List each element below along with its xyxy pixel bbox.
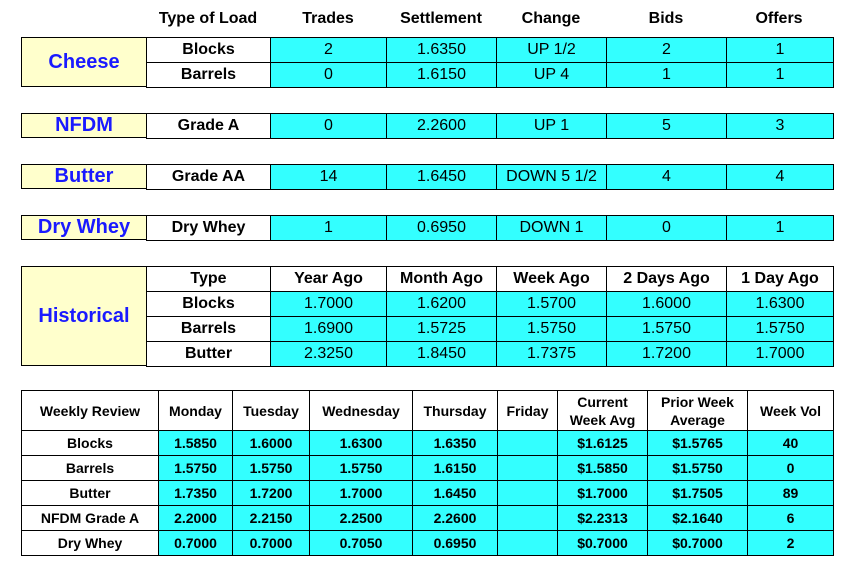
historical-cell-1-5: 1.5750 — [726, 316, 834, 342]
weekly-cell-1-4: 1.6150 — [412, 455, 498, 481]
cheese-barrels-trades-cell: 0 — [270, 62, 387, 88]
header-type-of-load: Type of Load — [158, 10, 258, 27]
historical-header-3: Week Ago — [496, 266, 607, 292]
weekly-header-4: Thursday — [412, 390, 498, 431]
dry-whey-change-cell: DOWN 1 — [496, 215, 607, 241]
weekly-cell-4-2: 0.7000 — [232, 530, 310, 556]
weekly-cell-2-3: 1.7000 — [309, 480, 413, 506]
weekly-cell-1-5 — [497, 455, 558, 481]
dry-whey-offers-cell: 1 — [726, 215, 834, 241]
butter-label: Butter — [21, 164, 147, 189]
dry-whey-type-cell: Dry Whey — [146, 215, 271, 241]
weekly-cell-0-2: 1.6000 — [232, 430, 310, 456]
dry-whey-bids-cell: 0 — [606, 215, 727, 241]
weekly-cell-0-6: $1.6125 — [557, 430, 648, 456]
weekly-cell-3-0: NFDM Grade A — [21, 505, 159, 531]
nfdm-bids-cell: 5 — [606, 113, 727, 139]
cheese-barrels-bids-cell: 1 — [606, 62, 727, 88]
historical-cell-0-1: 1.7000 — [270, 291, 387, 317]
historical-cell-0-0: Blocks — [146, 291, 271, 317]
historical-cell-2-2: 1.8450 — [386, 341, 497, 367]
nfdm-label: NFDM — [21, 113, 147, 138]
weekly-header-0: Weekly Review — [21, 390, 159, 431]
weekly-cell-3-5 — [497, 505, 558, 531]
weekly-cell-2-0: Butter — [21, 480, 159, 506]
weekly-header-7: Prior Week Average — [647, 390, 748, 431]
weekly-cell-2-5 — [497, 480, 558, 506]
weekly-header-3: Wednesday — [309, 390, 413, 431]
weekly-cell-0-3: 1.6300 — [309, 430, 413, 456]
weekly-cell-3-4: 2.2600 — [412, 505, 498, 531]
cheese-label: Cheese — [21, 37, 147, 87]
weekly-cell-2-8: 89 — [747, 480, 834, 506]
cheese-blocks-settlement-cell: 1.6350 — [386, 37, 497, 63]
dry-whey-settlement-cell: 0.6950 — [386, 215, 497, 241]
butter-bids-cell: 4 — [606, 164, 727, 190]
weekly-cell-2-1: 1.7350 — [158, 480, 233, 506]
historical-header-4: 2 Days Ago — [606, 266, 727, 292]
header-offers: Offers — [755, 10, 803, 27]
weekly-header-5: Friday — [497, 390, 558, 431]
weekly-cell-4-1: 0.7000 — [158, 530, 233, 556]
weekly-cell-4-7: $0.7000 — [647, 530, 748, 556]
cheese-barrels-change-cell: UP 4 — [496, 62, 607, 88]
weekly-header-8: Week Vol — [747, 390, 834, 431]
weekly-cell-0-1: 1.5850 — [158, 430, 233, 456]
weekly-cell-1-6: $1.5850 — [557, 455, 648, 481]
nfdm-type-cell: Grade A — [146, 113, 271, 139]
weekly-cell-2-4: 1.6450 — [412, 480, 498, 506]
weekly-cell-3-1: 2.2000 — [158, 505, 233, 531]
cheese-blocks-type-cell: Blocks — [146, 37, 271, 63]
weekly-cell-2-6: $1.7000 — [557, 480, 648, 506]
weekly-cell-3-2: 2.2150 — [232, 505, 310, 531]
weekly-cell-0-0: Blocks — [21, 430, 159, 456]
cheese-blocks-trades-cell: 2 — [270, 37, 387, 63]
weekly-cell-4-6: $0.7000 — [557, 530, 648, 556]
weekly-cell-4-8: 2 — [747, 530, 834, 556]
historical-cell-1-1: 1.6900 — [270, 316, 387, 342]
nfdm-change-cell: UP 1 — [496, 113, 607, 139]
weekly-cell-0-7: $1.5765 — [647, 430, 748, 456]
weekly-cell-1-8: 0 — [747, 455, 834, 481]
cheese-barrels-settlement-cell: 1.6150 — [386, 62, 497, 88]
nfdm-offers-cell: 3 — [726, 113, 834, 139]
cheese-blocks-offers-cell: 1 — [726, 37, 834, 63]
header-trades: Trades — [302, 10, 354, 27]
historical-cell-1-3: 1.5750 — [496, 316, 607, 342]
nfdm-settlement-cell: 2.2600 — [386, 113, 497, 139]
butter-change-cell: DOWN 5 1/2 — [496, 164, 607, 190]
butter-trades-cell: 14 — [270, 164, 387, 190]
weekly-header-2: Tuesday — [232, 390, 310, 431]
nfdm-trades-cell: 0 — [270, 113, 387, 139]
historical-cell-0-2: 1.6200 — [386, 291, 497, 317]
historical-header-2: Month Ago — [386, 266, 497, 292]
cheese-blocks-change-cell: UP 1/2 — [496, 37, 607, 63]
historical-cell-2-5: 1.7000 — [726, 341, 834, 367]
weekly-cell-0-5 — [497, 430, 558, 456]
cheese-blocks-bids-cell: 2 — [606, 37, 727, 63]
weekly-header-1: Monday — [158, 390, 233, 431]
historical-header-1: Year Ago — [270, 266, 387, 292]
butter-type-cell: Grade AA — [146, 164, 271, 190]
historical-cell-2-3: 1.7375 — [496, 341, 607, 367]
cheese-barrels-type-cell: Barrels — [146, 62, 271, 88]
historical-cell-2-1: 2.3250 — [270, 341, 387, 367]
weekly-cell-1-0: Barrels — [21, 455, 159, 481]
historical-header-5: 1 Day Ago — [726, 266, 834, 292]
dry-whey-label: Dry Whey — [21, 215, 147, 240]
historical-label: Historical — [21, 266, 147, 366]
weekly-cell-0-4: 1.6350 — [412, 430, 498, 456]
weekly-cell-0-8: 40 — [747, 430, 834, 456]
butter-settlement-cell: 1.6450 — [386, 164, 497, 190]
header-bids: Bids — [648, 10, 684, 27]
weekly-cell-3-7: $2.1640 — [647, 505, 748, 531]
cheese-barrels-offers-cell: 1 — [726, 62, 834, 88]
weekly-cell-4-5 — [497, 530, 558, 556]
historical-cell-0-3: 1.5700 — [496, 291, 607, 317]
weekly-cell-4-3: 0.7050 — [309, 530, 413, 556]
historical-cell-2-0: Butter — [146, 341, 271, 367]
dry-whey-trades-cell: 1 — [270, 215, 387, 241]
weekly-cell-4-0: Dry Whey — [21, 530, 159, 556]
historical-cell-1-0: Barrels — [146, 316, 271, 342]
historical-cell-1-4: 1.5750 — [606, 316, 727, 342]
weekly-cell-1-3: 1.5750 — [309, 455, 413, 481]
weekly-cell-2-2: 1.7200 — [232, 480, 310, 506]
historical-cell-2-4: 1.7200 — [606, 341, 727, 367]
weekly-cell-1-7: $1.5750 — [647, 455, 748, 481]
historical-header-0: Type — [146, 266, 271, 292]
weekly-cell-1-1: 1.5750 — [158, 455, 233, 481]
header-change: Change — [521, 10, 581, 27]
weekly-header-6: Current Week Avg — [557, 390, 648, 431]
weekly-cell-3-8: 6 — [747, 505, 834, 531]
weekly-cell-4-4: 0.6950 — [412, 530, 498, 556]
weekly-cell-2-7: $1.7505 — [647, 480, 748, 506]
weekly-cell-1-2: 1.5750 — [232, 455, 310, 481]
header-settlement: Settlement — [400, 10, 482, 27]
historical-cell-1-2: 1.5725 — [386, 316, 497, 342]
butter-offers-cell: 4 — [726, 164, 834, 190]
weekly-cell-3-6: $2.2313 — [557, 505, 648, 531]
historical-cell-0-4: 1.6000 — [606, 291, 727, 317]
historical-cell-0-5: 1.6300 — [726, 291, 834, 317]
weekly-cell-3-3: 2.2500 — [309, 505, 413, 531]
